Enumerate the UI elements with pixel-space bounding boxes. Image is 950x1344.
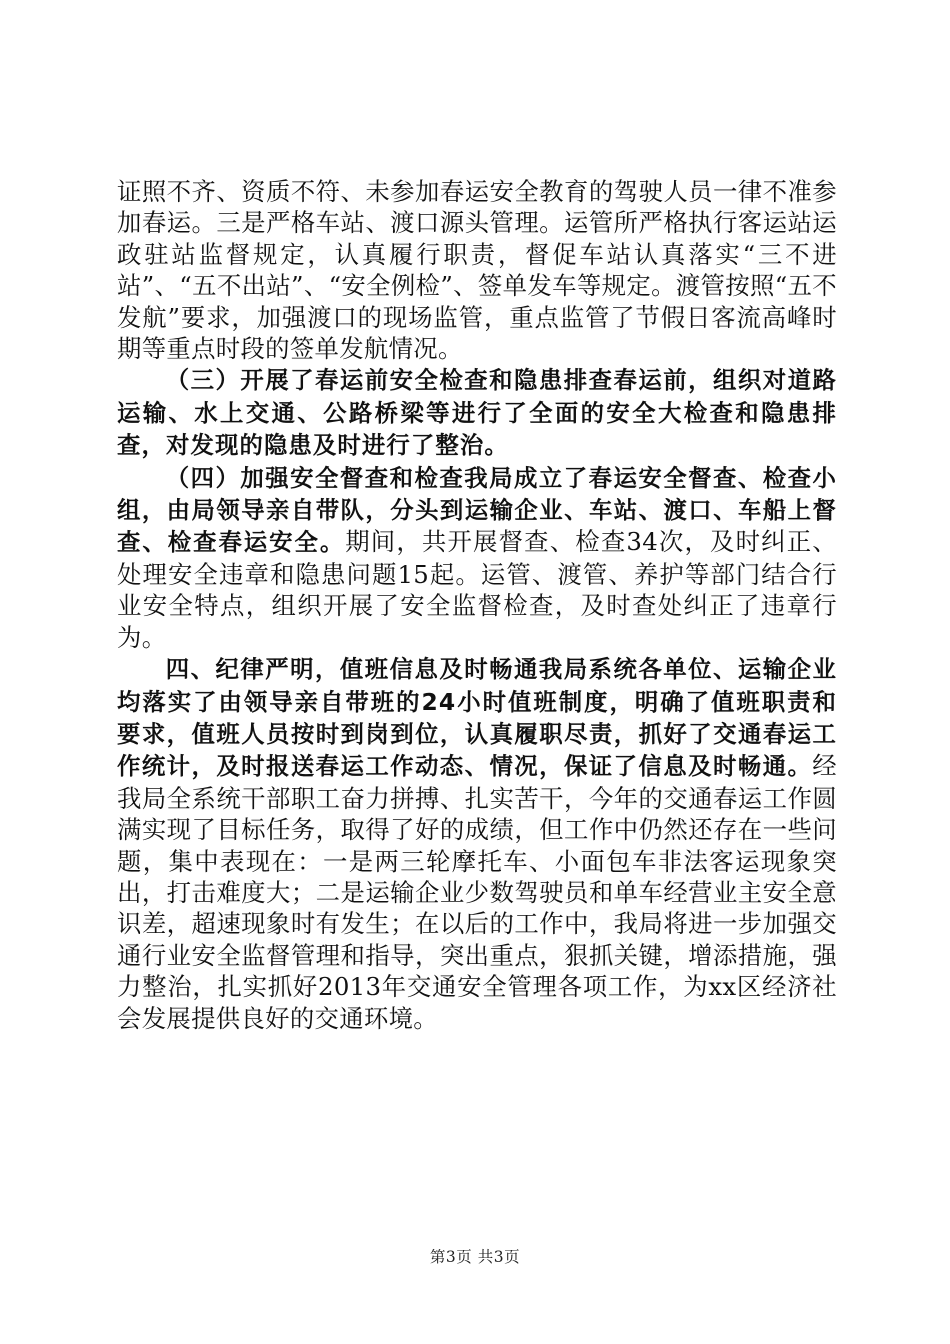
paragraph-3 — [117, 462, 837, 653]
section-heading-4: （四）加强安全督查和检查我局成立了春运安全督查、检查小组，由局领导亲自带队，分头到运输企业、车站、渡口、车船上督查、检查春运安全。 — [117, 463, 837, 557]
paragraph-1-text: 证照不齐、资质不符、未参加春运安全教育的驾驶人员一律不准参加春运。三是严格车站、渡口源头管理。运管所严格执行客运站运政驻站监督规定，认真履行职责，督促车站认真落实“三不进站”、“五不出站”、“安全例检”、签单发车等规定。渡管按照“五不发航”要求，加强渡口的现场监管，重点监管了节假日客流高峰时期等重点时段的签单发航情况。 — [117, 177, 837, 364]
section-heading-discipline: 四、纪律严明，值班信息及时畅通我局系统各单位、运输企业均落实了由领导亲自带班的24小时值班制度，明确了值班职责和要求，值班人员按时到岗到位，认真履职尽责，抓好了交通春运工作统计，及时报送春运工作动态、情况，保证了信息及时畅通。 — [117, 655, 837, 781]
paragraph-4-text: 经我局全系统干部职工奋力拼搏、扎实苦干，今年的交通春运工作圆满实现了目标任务，取得了好的成绩，但工作中仍然还存在一些问题，集中表现在：一是两三轮摩托车、小面包车非法客运现象突出，打击难度大；二是运输企业少数驾驶员和单车经营业主安全意识差，超速现象时有发生；在以后的工作中，我局将进一步加强交通行业安全监督管理和指导，突出重点，狠抓关键，增添措施，强力整治，扎实抓好2013年交通安全管理各项工作，为xx区经济社会发展提供良好的交通环境。 — [117, 751, 837, 1033]
paragraph-1 — [117, 176, 837, 364]
paragraph-2 — [117, 364, 837, 461]
paragraph-3-text: 期间，共开展督查、检查34次，及时纠正、处理安全违章和隐患问题15起。运管、渡管、养护等部门结合行业安全特点，组织开展了安全监督检查，及时查处纠正了违章行为。 — [117, 527, 837, 652]
document-body — [117, 176, 837, 1034]
section-heading-3: （三）开展了春运前安全检查和隐患排查春运前，组织对道路运输、水上交通、公路桥梁等进行了全面的安全大检查和隐患排查，对发现的隐患及时进行了整治。 — [117, 366, 837, 460]
paragraph-4 — [117, 653, 837, 1034]
page-number-footer: 第3页 共3页 — [429, 1248, 521, 1266]
